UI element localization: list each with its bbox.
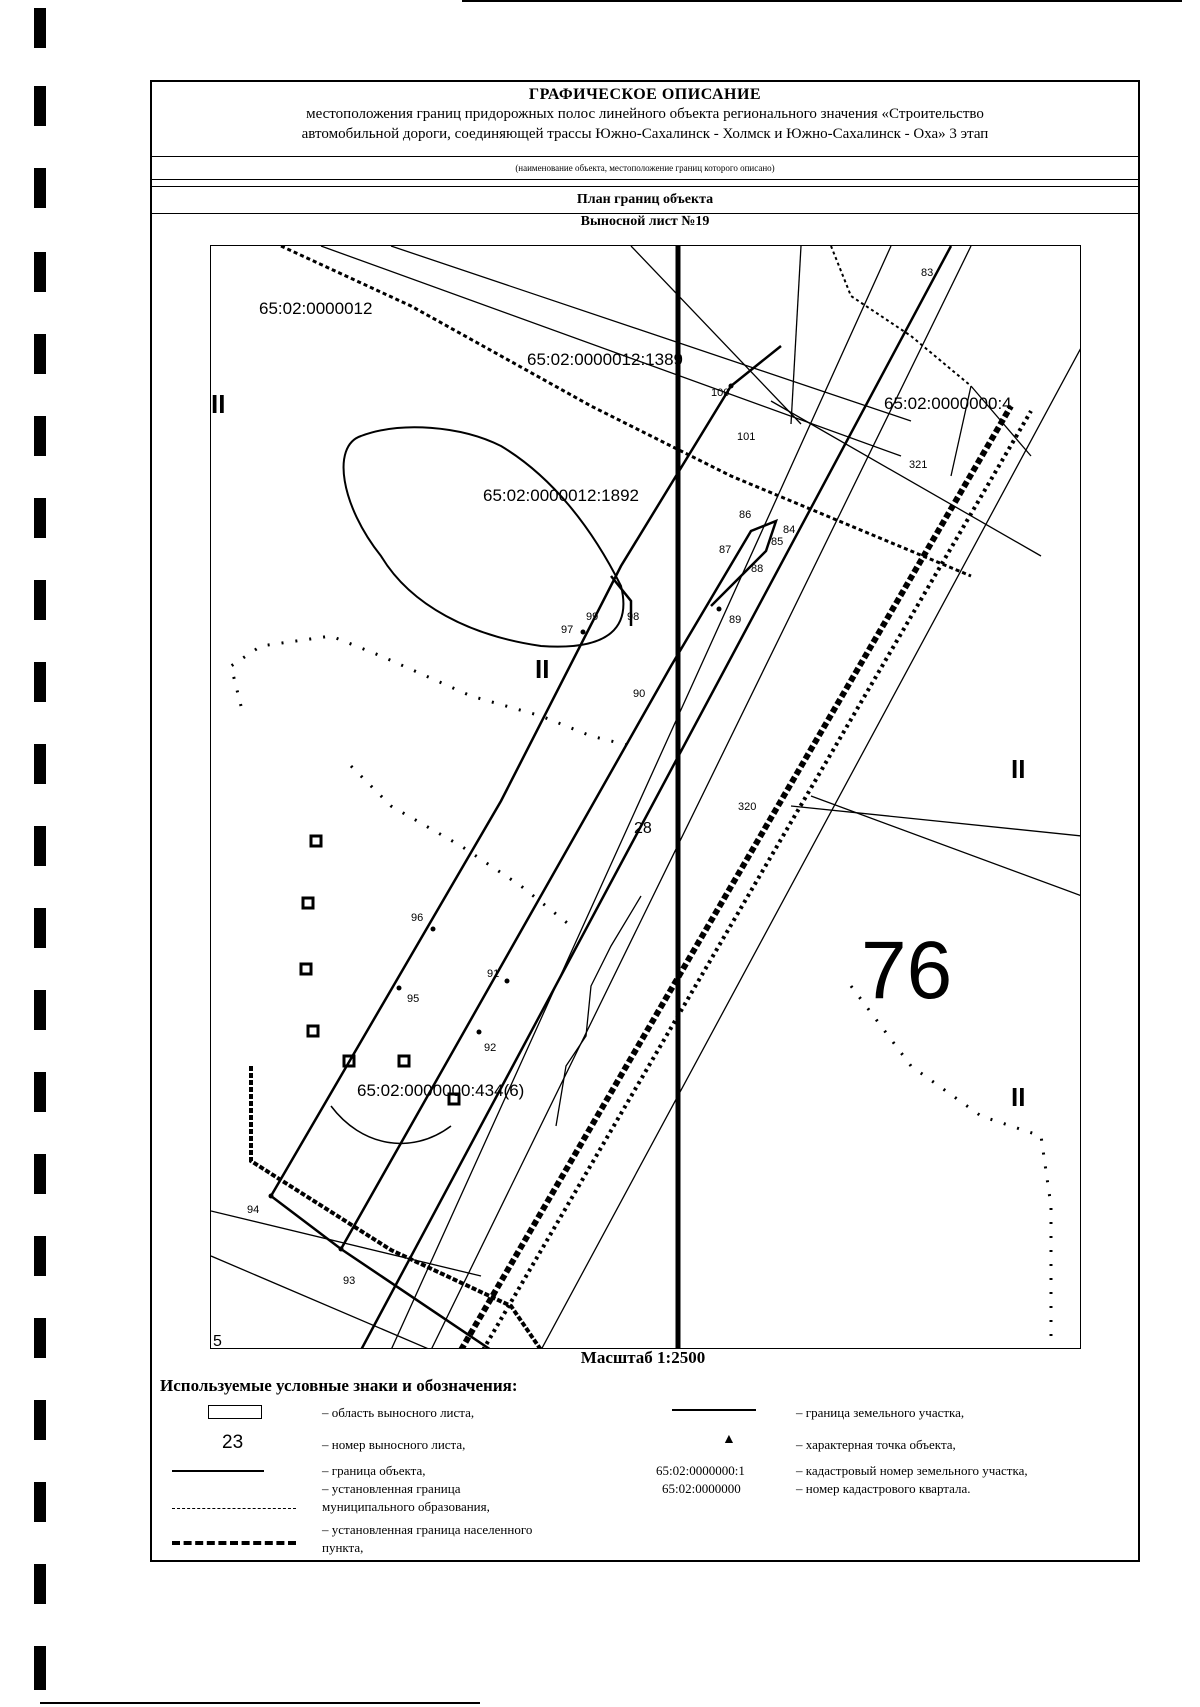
binding-mark: [34, 1072, 46, 1112]
point-label: 89: [729, 614, 742, 626]
point-97-marker: [581, 630, 586, 635]
legend-sheet-number-text: – номер выносного листа,: [322, 1437, 466, 1452]
point-label: 85: [771, 536, 784, 548]
dotted-contour-line: [231, 636, 631, 746]
point-95-marker: [397, 986, 402, 991]
legend-municipal-border-text: – установленная граница: [322, 1481, 461, 1496]
legend-municipal-border-symbol: [172, 1508, 296, 1509]
point-96-marker: [431, 927, 436, 932]
map-svg: [211, 246, 1081, 1349]
binding-mark: [34, 1154, 46, 1194]
building-mark: [301, 964, 311, 974]
building-mark: [311, 836, 321, 846]
legend-cadastral-parcel-text: – кадастровый номер земельного участка,: [796, 1463, 1028, 1478]
point-label: 95: [407, 993, 420, 1005]
point-89-marker: [717, 607, 722, 612]
header-note: (наименование объекта, местоположение границ которого описано): [152, 156, 1138, 180]
header-line-1: местоположения границ придорожных полос линейного объекта регионального значения «Строительство: [306, 106, 984, 122]
binding-mark: [34, 8, 46, 48]
binding-mark: [34, 1482, 46, 1522]
point-label: 98: [627, 611, 640, 623]
neighbor-sheet-5: 5: [213, 1333, 222, 1350]
object-boundary-line: [271, 1196, 491, 1349]
binding-mark: [34, 908, 46, 948]
point-label: 101: [737, 431, 756, 443]
building-mark: [308, 1026, 318, 1036]
point-label: 88: [751, 563, 764, 575]
hydro-symbol: II: [211, 389, 226, 419]
legend-parcel-border-symbol: [672, 1409, 756, 1411]
settlement-border-line: [461, 406, 1011, 1349]
object-boundary-line: [271, 346, 784, 1196]
point-label: 321: [909, 459, 928, 471]
neighbor-sheet-28: 28: [634, 820, 652, 837]
legend-object-border-symbol: [172, 1470, 264, 1472]
point-91-marker: [505, 979, 510, 984]
point-label: 92: [484, 1042, 497, 1054]
binding-mark: [34, 580, 46, 620]
point-label: 87: [719, 544, 732, 556]
settlement-border-line: [251, 1066, 541, 1349]
binding-mark: [34, 86, 46, 126]
hydro-symbol: II: [1011, 1082, 1026, 1112]
legend-cadastral-parcel-sample: 65:02:0000000:1: [656, 1463, 745, 1478]
object-boundary-line: [341, 521, 776, 1249]
binding-mark: [34, 1646, 46, 1690]
legend-sheet-area-text: – область выносного листа,: [322, 1405, 475, 1420]
point-94-marker: [269, 1194, 274, 1199]
cadastral-parcel-1389-label: 65:02:0000012:1389: [527, 350, 683, 369]
binding-mark: [34, 334, 46, 374]
point-label: 100: [711, 387, 730, 399]
legend-sheet-number-symbol: 23: [222, 1432, 244, 1453]
point-93-marker: [339, 1247, 344, 1252]
binding-mark: [34, 744, 46, 784]
hydro-symbol: II: [535, 654, 550, 684]
settlement-border-line: [831, 246, 971, 386]
bottom-rule: [40, 1702, 480, 1704]
map-area: [210, 245, 1081, 1349]
binding-mark: [34, 252, 46, 292]
building-mark: [303, 898, 313, 908]
parcel-line: [391, 246, 911, 421]
point-label: 93: [343, 1275, 356, 1287]
binding-mark: [34, 662, 46, 702]
header: [152, 82, 1138, 155]
building-mark: [399, 1056, 409, 1066]
legend-settlement-border-text-2: пункта,: [322, 1540, 364, 1555]
small-contour: [331, 1106, 451, 1143]
object-boundary: [271, 246, 951, 1349]
oval-contour: [344, 427, 624, 646]
legend-point-text: – характерная точка объекта,: [796, 1437, 956, 1452]
legend-cadastral-quarter-text: – номер кадастрового квартала.: [796, 1481, 971, 1496]
header-title: ГРАФИЧЕСКОЕ ОПИСАНИЕ: [528, 86, 762, 103]
header-line-2: автомобильной дороги, соединяющей трассы Южно-Сахалинск - Холмск и Южно-Сахалинск - Оха» 3 этап: [301, 126, 989, 142]
point-label: 84: [783, 524, 796, 536]
cadastral-quarter-12-label: 65:02:0000012: [259, 299, 373, 318]
point-label: 96: [411, 912, 424, 924]
cadastral-parcel-1892-label: 65:02:0000012:1892: [483, 486, 639, 505]
dotted-contour-line: [851, 986, 1051, 1349]
building-marks: [301, 836, 459, 1104]
point-label: 99: [586, 611, 599, 623]
parcel-line: [791, 246, 801, 424]
cadastral-parcel-4-label: 65:02:0000000:4: [884, 394, 1012, 413]
sheet-label: Выносной лист №19: [580, 214, 710, 229]
point-label: 320: [738, 801, 757, 813]
binding-mark: [34, 1400, 46, 1440]
legend-municipal-border-text-2: муниципального образования,: [322, 1499, 490, 1514]
binding-mark: [34, 1564, 46, 1604]
binding-mark: [34, 990, 46, 1030]
legend-settlement-border-symbol: [172, 1541, 296, 1545]
parcel-line: [811, 796, 1081, 896]
plan-label: План границ объекта: [152, 186, 1138, 214]
parcel-line: [791, 806, 1081, 836]
cadastral-parcel-434-label: 65:02:0000000:434(6): [357, 1081, 525, 1100]
point-label: 90: [633, 688, 646, 700]
point-label: 97: [561, 624, 574, 636]
point-marker-icon: ▲: [722, 1432, 736, 1447]
scale-label: Масштаб 1:2500: [580, 1348, 706, 1367]
legend-settlement-border-text: – установленная граница населенного: [322, 1522, 533, 1537]
point-label: 94: [247, 1204, 260, 1216]
binding-mark: [34, 416, 46, 456]
binding-mark: [34, 1236, 46, 1276]
big-sheet-number: 76: [861, 925, 953, 1016]
legend-title: Используемые условные знаки и обозначения:: [160, 1376, 518, 1395]
top-rule: [462, 0, 1182, 2]
legend-cadastral-quarter-sample: 65:02:0000000: [662, 1481, 741, 1496]
point-label: 83: [921, 267, 934, 279]
settlement-border-line: [483, 411, 1031, 1349]
legend-parcel-border-text: – граница земельного участка,: [796, 1405, 965, 1420]
object-boundary-line: [361, 246, 951, 1349]
point-labels: [247, 267, 933, 1287]
point-label: 91: [487, 968, 500, 980]
binding-mark: [34, 498, 46, 538]
legend-object-border-text: – граница объекта,: [322, 1463, 426, 1478]
binding-mark: [34, 168, 46, 208]
binding-mark: [34, 826, 46, 866]
point-92-marker: [477, 1030, 482, 1035]
point-label: 86: [739, 509, 752, 521]
settlement-border-line: [281, 246, 971, 576]
hydro-symbol: II: [1011, 754, 1026, 784]
legend-sheet-area-symbol: [208, 1405, 262, 1419]
parcel-line: [556, 896, 641, 1126]
